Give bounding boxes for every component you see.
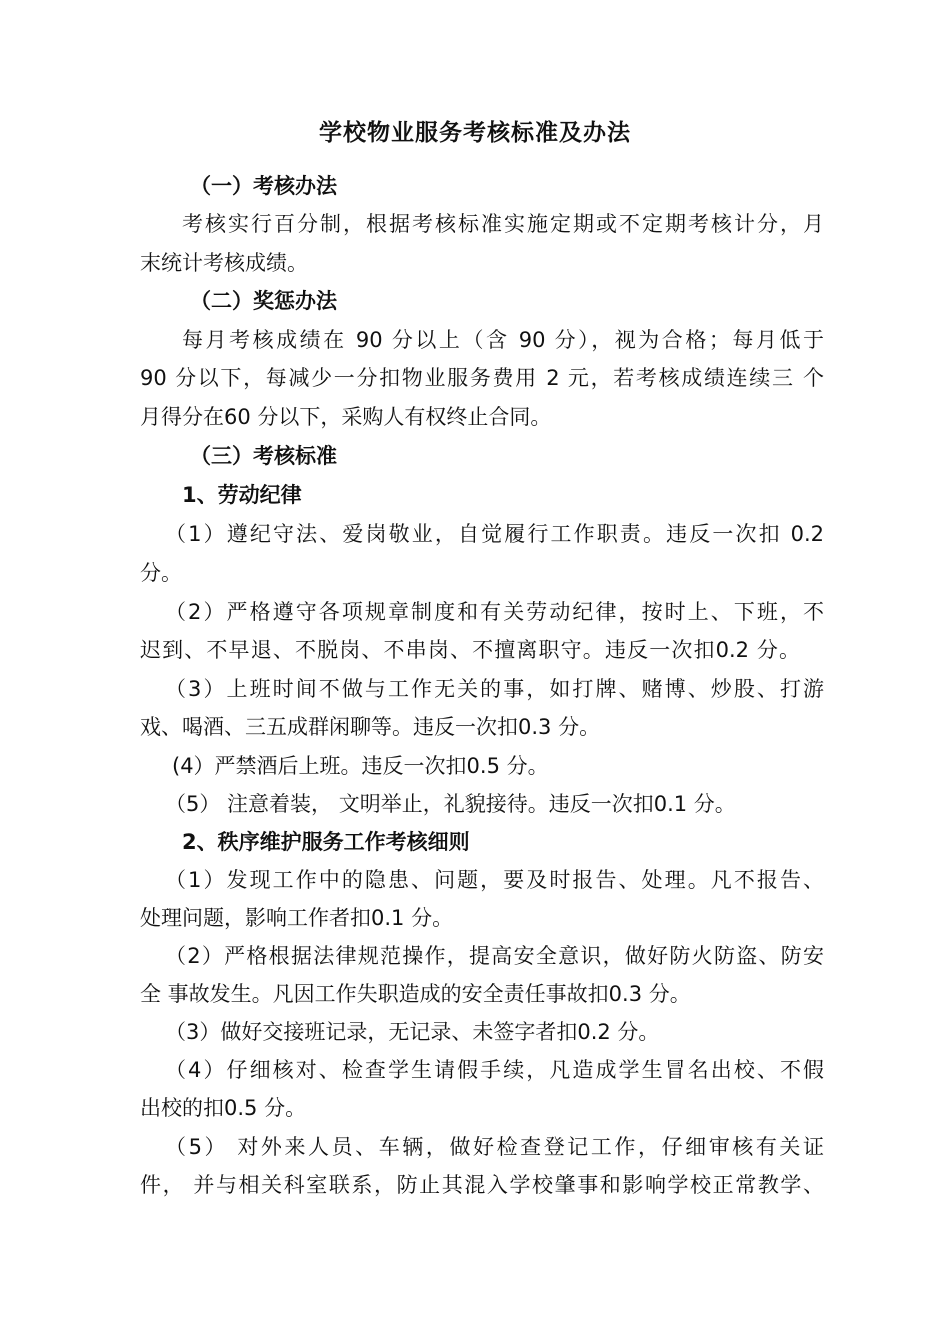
paragraph-line: （1）发现工作中的隐患、问题，要及时报告、处理。凡不报告、 xyxy=(165,868,824,892)
paragraph-line: （3）做好交接班记录，无记录、未签字者扣0.2 分。 xyxy=(165,1020,660,1044)
subsection-heading: 1、劳动纪律 xyxy=(182,483,302,507)
document-title: 学校物业服务考核标准及办法 xyxy=(319,120,631,146)
section-heading-3: （三）考核标准 xyxy=(190,444,337,468)
paragraph-line: 末统计考核成绩。 xyxy=(140,251,308,275)
paragraph-line: （5） 对外来人员、车辆，做好检查登记工作，仔细审核有关证 xyxy=(165,1135,824,1159)
paragraph-line: （4）仔细核对、检查学生请假手续，凡造成学生冒名出校、不假 xyxy=(165,1058,824,1082)
section-heading-1: （一）考核办法 xyxy=(190,174,337,198)
paragraph-line: （2）严格根据法律规范操作，提高安全意识，做好防火防盗、防安 xyxy=(165,944,824,968)
paragraph-line: 90 分以下，每减少一分扣物业服务费用 2 元，若考核成绩连续三 个 xyxy=(140,366,824,390)
paragraph-line: （1）遵纪守法、爱岗敬业，自觉履行工作职责。违反一次扣 0.2 xyxy=(165,522,824,546)
paragraph-line: 出校的扣0.5 分。 xyxy=(140,1096,307,1120)
subsection-heading: 2、秩序维护服务工作考核细则 xyxy=(182,830,470,854)
paragraph-line: （5） 注意着装， 文明举止，礼貌接待。违反一次扣0.1 分。 xyxy=(165,792,736,816)
paragraph-line: 考核实行百分制，根据考核标准实施定期或不定期考核计分，月 xyxy=(182,212,824,236)
paragraph-line: 每月考核成绩在 90 分以上（含 90 分），视为合格；每月低于 xyxy=(182,328,824,352)
paragraph-line: （2）严格遵守各项规章制度和有关劳动纪律，按时上、下班，不 xyxy=(165,600,824,624)
paragraph-line: 迟到、不早退、不脱岗、不串岗、不擅离职守。违反一次扣0.2 分。 xyxy=(140,638,800,662)
paragraph-line: 全 事故发生。凡因工作失职造成的安全责任事故扣0.3 分。 xyxy=(140,982,691,1006)
paragraph-line: （3）上班时间不做与工作无关的事，如打牌、赌博、炒股、打游 xyxy=(165,677,824,701)
paragraph-line: 件， 并与相关科室联系，防止其混入学校肇事和影响学校正常教学、 xyxy=(140,1173,824,1197)
paragraph-line: 分。 xyxy=(140,561,182,585)
paragraph-line: 处理问题，影响工作者扣0.1 分。 xyxy=(140,906,454,930)
paragraph-line: 月得分在60 分以下，采购人有权终止合同。 xyxy=(140,405,552,429)
section-heading-2: （二）奖惩办法 xyxy=(190,289,337,313)
paragraph-line: 戏、喝酒、三五成群闲聊等。违反一次扣0.3 分。 xyxy=(140,715,601,739)
paragraph-line: (4）严禁酒后上班。违反一次扣0.5 分。 xyxy=(172,754,549,778)
